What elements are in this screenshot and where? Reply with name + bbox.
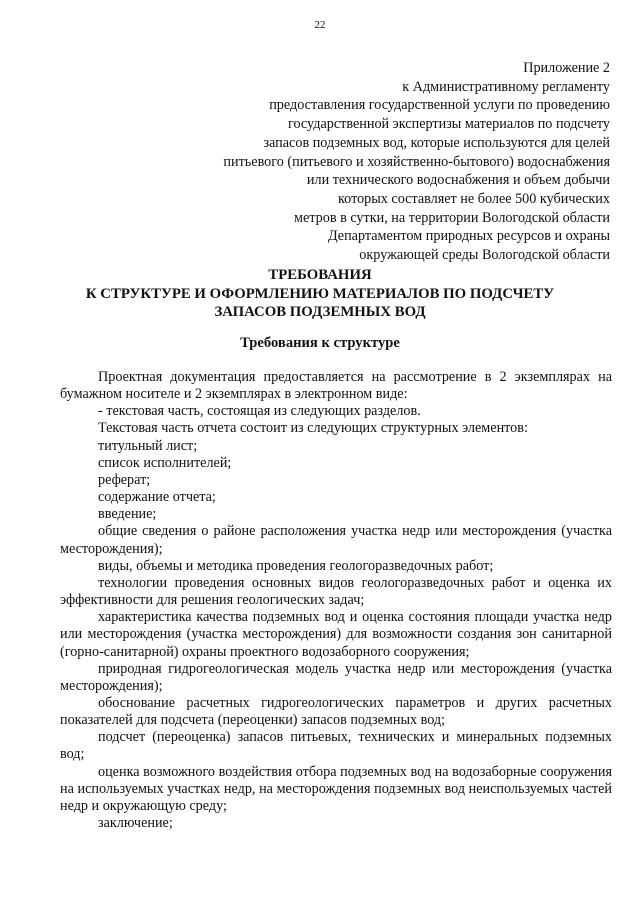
list-item: природная гидрогеологическая модель участка недр или месторождения (участка месторождения); (60, 660, 612, 694)
appendix-line: государственной экспертизы материалов по подсчету (288, 116, 610, 133)
appendix-line: к Административному регламенту (402, 78, 610, 95)
list-item: подсчет (переоценка) запасов питьевых, технических и минеральных подземных вод; (60, 729, 612, 763)
title-line: К СТРУКТУРЕ И ОФОРМЛЕНИЮ МАТЕРИАЛОВ ПО ПОДСЧЕТУ (85, 285, 555, 302)
title-line: ТРЕБОВАНИЯ (268, 267, 372, 283)
page-number: 22 (314, 19, 326, 31)
list-item: титульный лист; (98, 437, 198, 454)
appendix-line: метров в сутки, на территории Вологодской области (294, 209, 610, 226)
appendix-line: Департаментом природных ресурсов и охраны (327, 228, 610, 245)
appendix-line: предоставления государственной услуги по проведению (269, 97, 610, 114)
appendix-line: запасов подземных вод, которые используются для целей (263, 134, 610, 151)
list-item: список исполнителей; (98, 454, 232, 471)
appendix-line: окружающей среды Вологодской области (359, 247, 610, 264)
document-title (0, 266, 640, 322)
list-item: характеристика качества подземных вод и оценка состояния площади участка недр или месторождения (участка месторождения) для возможности создания зон санитарной (горно-санитарной) охраны проектного водозаборного сооружения; (60, 609, 612, 660)
title-line: ЗАПАСОВ ПОДЗЕМНЫХ ВОД (214, 304, 426, 321)
list-item: технологии проведения основных видов геологоразведочных работ и оценка их эффективности для решения геологических задач; (60, 574, 612, 609)
appendix-line: Приложение 2 (523, 60, 610, 76)
paragraph: Проектная документация предоставляется на рассмотрение в 2 экземплярах на бумажном носителе и 2 экземплярах в электронном виде: (60, 369, 612, 403)
list-item: общие сведения о районе расположения участка недр или месторождения (участка месторождения); (60, 523, 612, 557)
list-item: введение; (98, 506, 157, 523)
paragraph: - текстовая часть, состоящая из следующих разделов. (98, 403, 421, 420)
section-heading: Требования к структуре (240, 335, 400, 351)
list-item: оценка возможного воздействия отбора подземных вод на водозаборные сооружения на используемых участках недр, на месторождения подземных вод неиспользуемых частей недр и окружающую среду; (60, 763, 612, 814)
paragraph: Текстовая часть отчета состоит из следующих структурных элементов: (98, 420, 528, 437)
appendix-line: которых составляет не более 500 кубических (337, 190, 610, 207)
appendix-line: питьевого (питьевого и хозяйственно-бытового) водоснабжения (223, 153, 610, 170)
appendix-line: или технического водоснабжения и объем добычи (306, 172, 610, 189)
list-item: обоснование расчетных гидрогеологических параметров и других расчетных показателей для подсчета (переоценки) запасов подземных вод; (60, 694, 612, 729)
list-item: заключение; (98, 815, 173, 832)
list-item: виды, объемы и методика проведения геологоразведочных работ; (98, 557, 494, 574)
appendix-header (170, 59, 610, 265)
list-item: содержание отчета; (98, 489, 216, 506)
list-item: реферат; (98, 471, 151, 488)
document-body (60, 369, 612, 832)
